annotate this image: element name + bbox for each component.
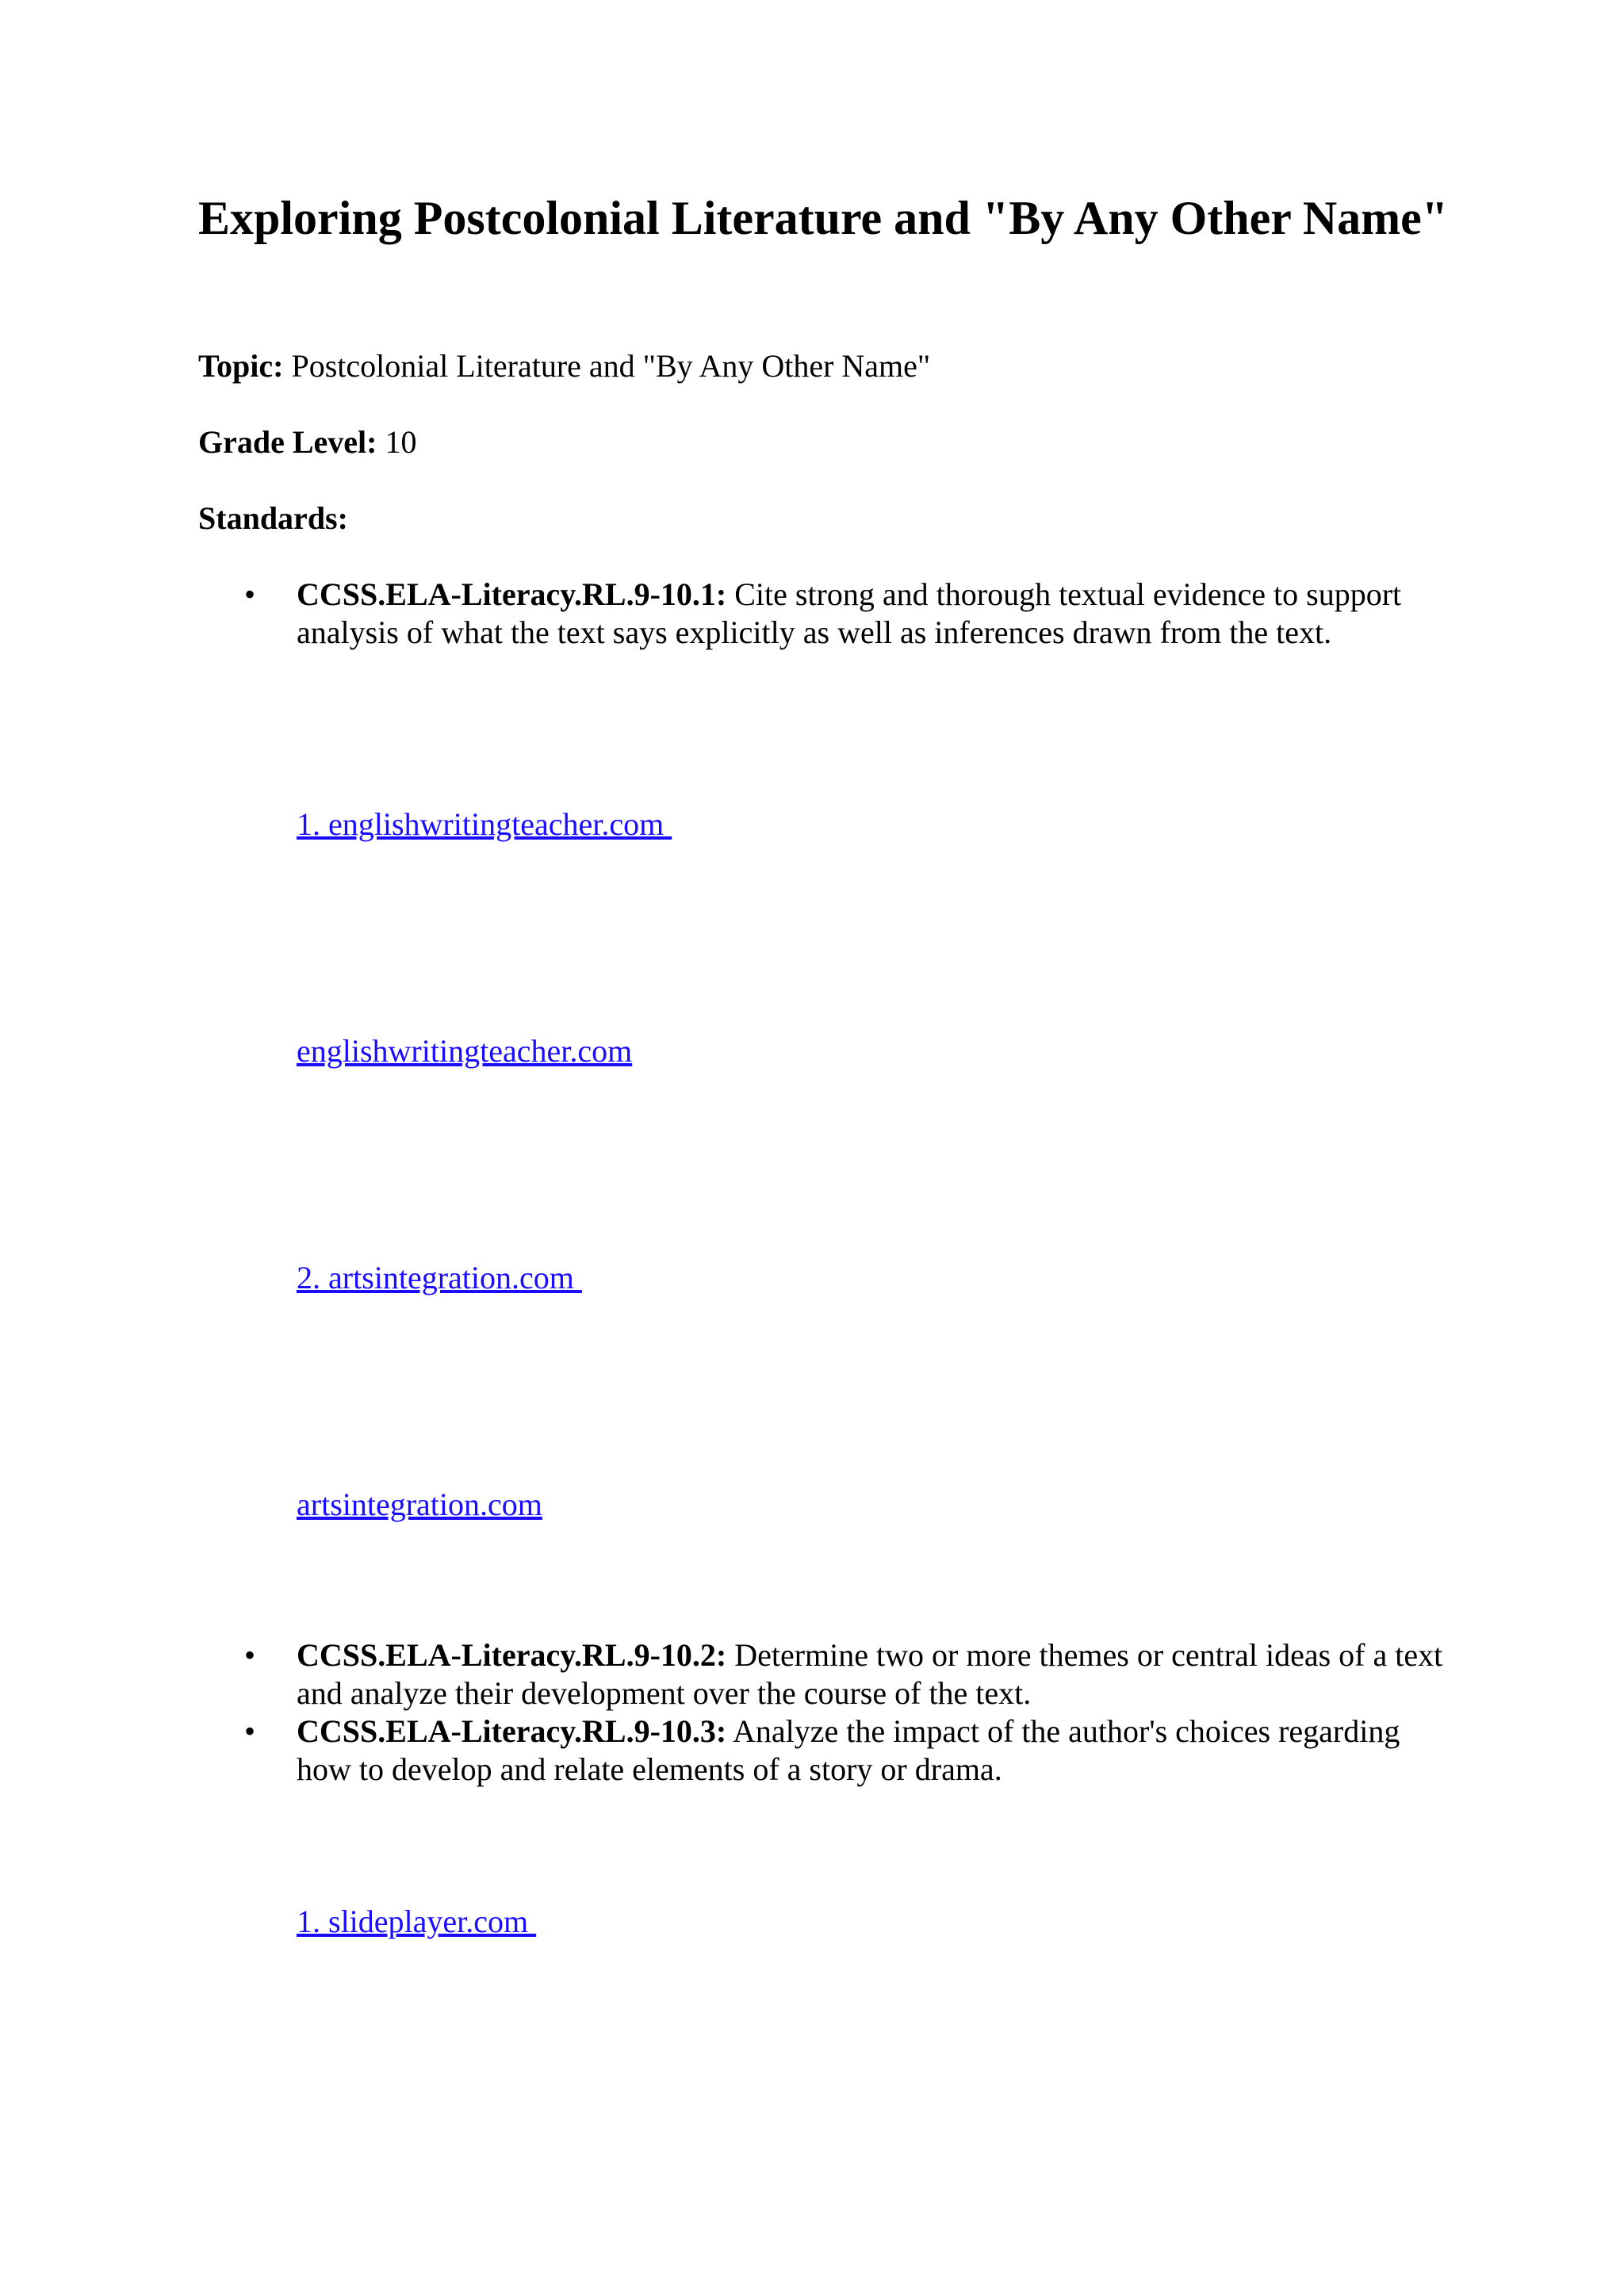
standard-code: CCSS.ELA-Literacy.RL.9-10.3:	[297, 1713, 727, 1749]
page-title: Exploring Postcolonial Literature and "By Any Other Name"	[198, 192, 1449, 244]
topic-line	[198, 347, 930, 385]
standard-code: CCSS.ELA-Literacy.RL.9-10.2:	[297, 1637, 727, 1673]
grade-level-line	[198, 423, 417, 461]
standard-code: CCSS.ELA-Literacy.RL.9-10.1:	[297, 576, 727, 612]
bullet-icon: •	[244, 1637, 256, 1673]
source-link-englishwritingteacher[interactable]: englishwritingteacher.com	[297, 1033, 633, 1069]
source-link-artsintegration-numbered[interactable]: 2. artsintegration.com	[297, 1260, 582, 1295]
standard-text: Determine two or more themes or central ideas of a text and analyze their development over the course of the text.	[297, 1637, 1443, 1711]
source-link-englishwritingteacher-numbered[interactable]: 1. englishwritingteacher.com	[297, 806, 672, 842]
standard-item	[297, 1636, 1454, 1712]
bullet-icon: •	[244, 1713, 256, 1749]
standard-item	[297, 576, 1454, 652]
standards-heading-label: Standards:	[198, 500, 348, 536]
standards-heading	[198, 499, 348, 538]
grade-level-value: 10	[385, 424, 417, 460]
topic-value: Postcolonial Literature and "By Any Other Name"	[291, 348, 931, 384]
standard-text: Cite strong and thorough textual evidence to support analysis of what the text says explicitly as well as inferences drawn from the text.	[297, 576, 1402, 650]
source-link-slideplayer-numbered[interactable]: 1. slideplayer.com	[297, 1904, 537, 1939]
bullet-icon: •	[244, 576, 256, 612]
topic-label: Topic:	[198, 348, 284, 384]
standard-item	[297, 1712, 1454, 1789]
grade-level-label: Grade Level:	[198, 424, 377, 460]
source-link-artsintegration[interactable]: artsintegration.com	[297, 1487, 542, 1522]
standard-text: Analyze the impact of the author's choices regarding how to develop and relate elements of a story or drama.	[297, 1713, 1400, 1787]
